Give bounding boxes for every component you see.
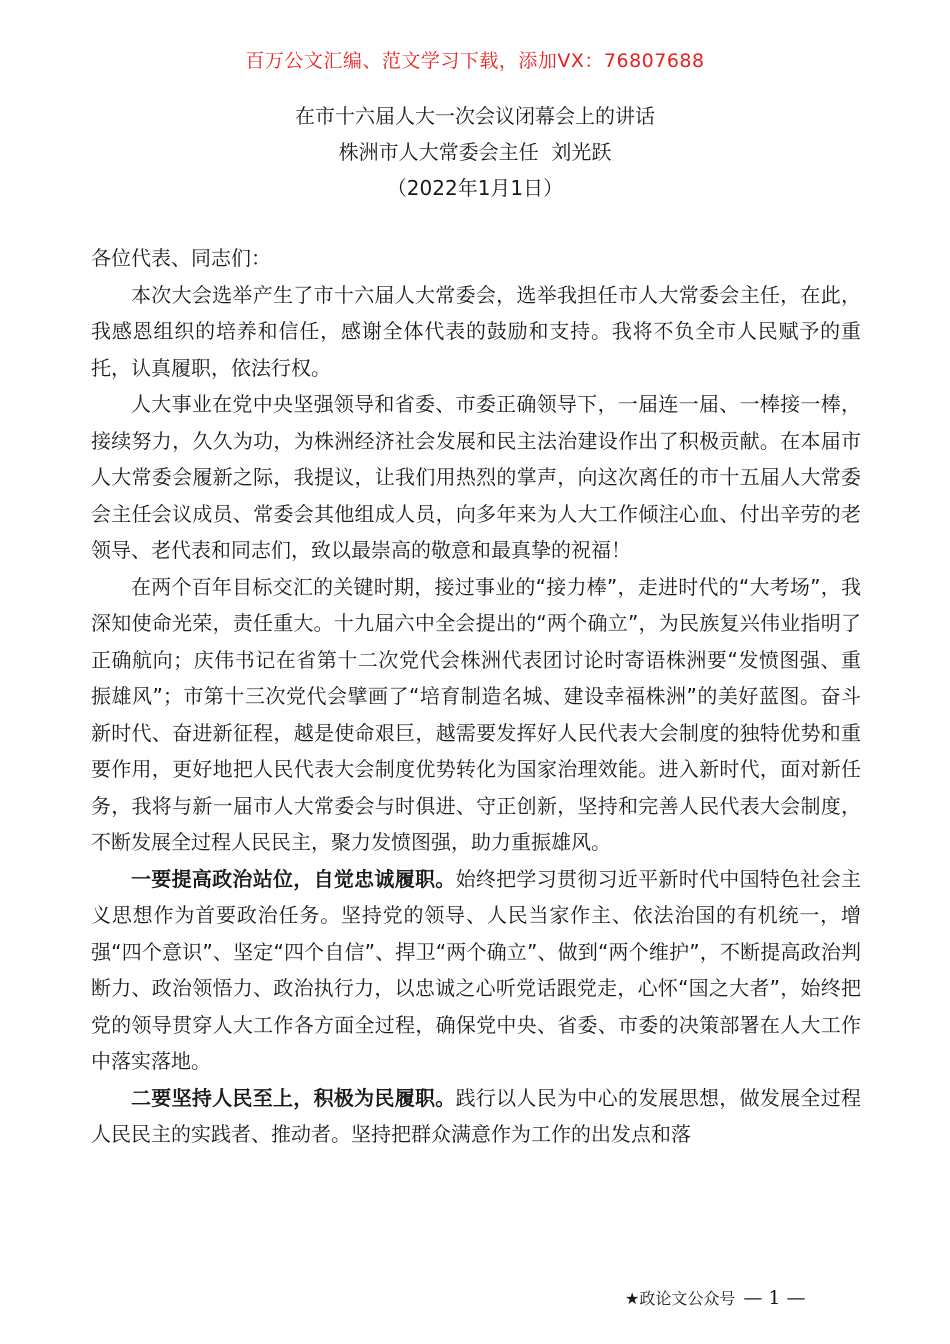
paragraph-3: 在两个百年目标交汇的关键时期，接过事业的“接力棒”，走进时代的“大考场”，我深知使命光荣，责任重大。十九届六中全会提出的“两个确立”，为民族复兴伟业指明了正确航向；庆伟书记在省第十二次党代会株洲代表团讨论时寄语株洲要“发愤图强、重振雄风”；市第十三次党代会擘画了“培育制造名城、建设幸福株洲”的美好蓝图。奋斗新时代、奋进新征程，越是使命艰巨，越需要发挥好人民代表大会制度的独特优势和重要作用，更好地把人民代表大会制度优势转化为国家治理效能。进入新时代，面对新任务，我将与新一届市人大常委会与时俱进、守正创新，坚持和完善人民代表大会制度，不断发展全过程人民民主，聚力发愤图强，助力重振雄风。 [91,574,861,854]
promo-banner: 百万公文汇编、范文学习下载，添加VX：76807688 [245,50,705,72]
page-number: — 1 — [743,1287,806,1309]
paragraph-4-lead: 一要提高政治站位，自觉忠诚履职。 [131,866,456,891]
paragraph-2: 人大事业在党中央坚强领导和省委、市委正确领导下，一届连一届、一棒接一棒，接续努力，久久为功，为株洲经济社会发展和民主法治建设作出了积极贡献。在本届市人大常委会履新之际，我提议，让我们用热烈的掌声，向这次离任的市十五届人大常委会主任会议成员、常委会其他组成人员，向多年来为人大工作倾注心血、付出辛劳的老领导、老代表和同志们，致以最崇高的敬意和最真挚的祝福！ [91,392,861,562]
paragraph-5 [91,1080,861,1153]
speech-body [91,240,861,1153]
speech-date: （2022年1月1日） [386,176,564,200]
footer-source: ★政论文公众号 [625,1289,736,1308]
page-footer [625,1286,806,1309]
paragraph-4 [91,861,861,1080]
paragraph-5-lead: 二要坚持人民至上，积极为民履职。 [131,1085,456,1110]
paragraph-4-text: 始终把学习贯彻习近平新时代中国特色社会主义思想作为首要政治任务。坚持党的领导、人民当家作主、依法治国的有机统一，增强“四个意识”、坚定“四个自信”、捍卫“两个确立”、做到“两个维护”，不断提高政治判断力、政治领悟力、政治执行力，以忠诚之心听党话跟党走，心怀“国之大者”，始终把党的领导贯穿人大工作各方面全过程，确保党中央、省委、市委的决策部署在人大工作中落实落地。 [91,866,862,1073]
speech-title: 在市十六届人大一次会议闭幕会上的讲话 [295,104,655,128]
header-block [0,98,950,206]
paragraph-1: 本次大会选举产生了市十六届人大常委会，选举我担任市人大常委会主任，在此，我感恩组织的培养和信任，感谢全体代表的鼓励和支持。我将不负全市人民赋予的重托，认真履职，依法行权。 [91,282,861,380]
paragraph-5-text: 践行以人民为中心的发展思想，做发展全过程人民民主的实践者、推动者。坚持把群众满意作为工作的出发点和落 [91,1085,862,1146]
salutation: 各位代表、同志们： [91,246,271,270]
speaker-line: 株洲市人大常委会主任 刘光跃 [338,140,612,164]
